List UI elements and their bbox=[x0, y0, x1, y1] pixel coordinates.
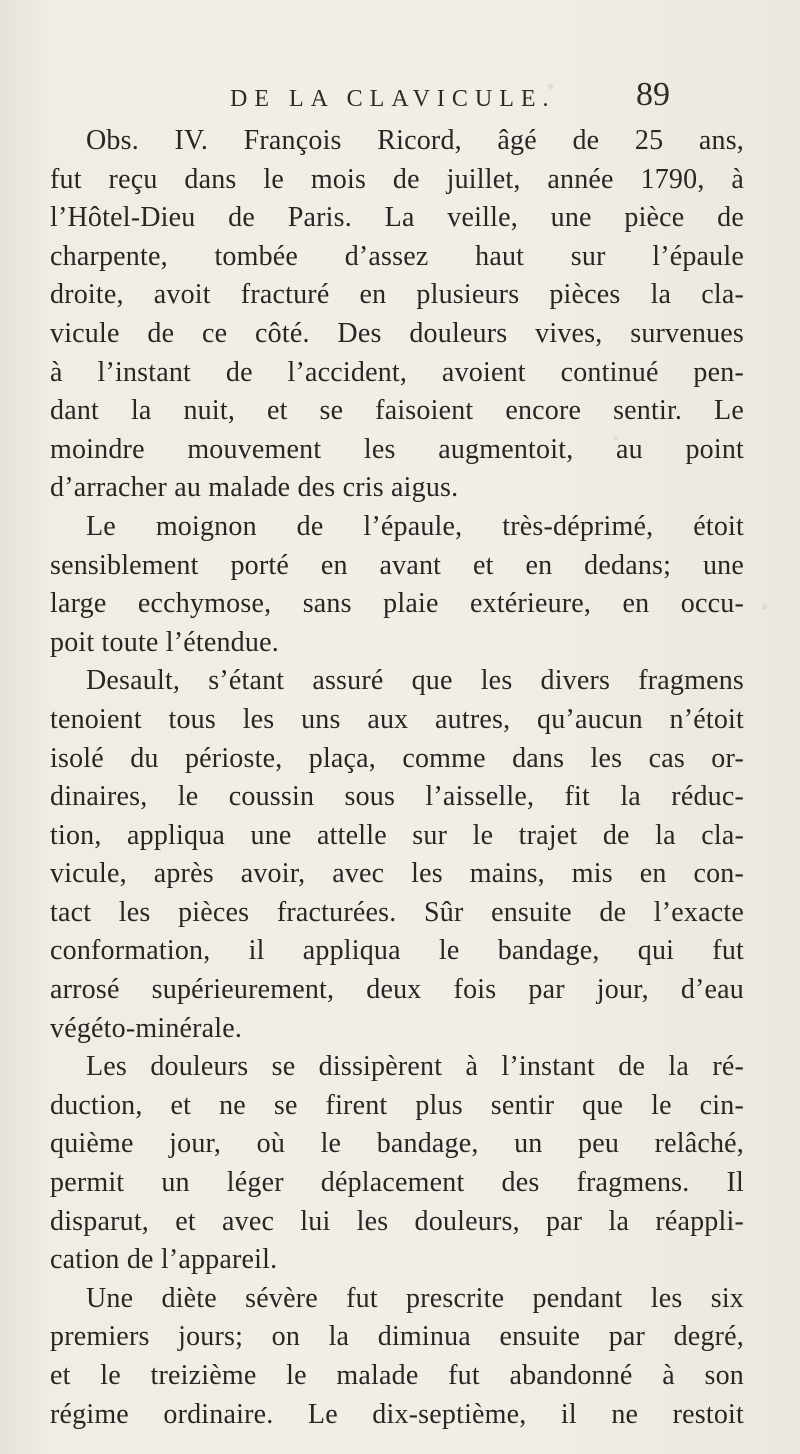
text-line: vicule, après avoir, avec les mains, mis en con- bbox=[50, 858, 744, 890]
text-line: à l’instant de l’accident, avoient continué pen- bbox=[50, 356, 744, 388]
text-line: conformation, il appliqua le bandage, qui fut bbox=[50, 935, 744, 967]
text-line: tenoient tous les uns aux autres, qu’aucun n’étoit bbox=[50, 703, 744, 735]
text-line: l’Hôtel-Dieu de Paris. La veille, une pièce de bbox=[50, 202, 744, 234]
running-title: DE LA CLAVICULE. bbox=[230, 86, 556, 112]
running-head bbox=[230, 76, 670, 116]
text-line: droite, avoit fracturé en plusieurs pièces la cla- bbox=[50, 279, 744, 311]
text-line: et le treizième le malade fut abandonné à son bbox=[50, 1360, 744, 1391]
text-line: Une diète sévère fut prescrite pendant les six bbox=[86, 1282, 744, 1314]
text-line: Obs. IV. François Ricord, âgé de 25 ans, bbox=[86, 125, 744, 156]
text-line: fut reçu dans le mois de juillet, année 1790, à bbox=[50, 163, 744, 195]
text-line: Les douleurs se dissipèrent à l’instant de la ré- bbox=[86, 1051, 744, 1083]
text-line: isolé du périoste, plaça, comme dans les cas or- bbox=[50, 742, 744, 774]
body-text bbox=[50, 122, 744, 1434]
text-line: tact les pièces fracturées. Sûr ensuite de l’exacte bbox=[50, 896, 744, 928]
text-line: cation de l’appareil. bbox=[50, 1244, 278, 1276]
text-line: quième jour, où le bandage, un peu relâché, bbox=[50, 1128, 744, 1160]
text-line: arrosé supérieurement, deux fois par jour, d’eau bbox=[50, 974, 744, 1006]
text-line: dinaires, le coussin sous l’aisselle, fit la réduc- bbox=[50, 781, 744, 813]
text-line: d’arracher au malade des cris aigus. bbox=[50, 472, 459, 504]
text-line: Le moignon de l’épaule, très-déprimé, étoit bbox=[86, 510, 744, 542]
text-line: premiers jours; on la diminua ensuite par degré, bbox=[50, 1321, 744, 1353]
text-line: vicule de ce côté. Des douleurs vives, survenues bbox=[50, 317, 744, 349]
text-line: moindre mouvement les augmentoit, au point bbox=[50, 433, 744, 465]
text-line: sensiblement porté en avant et en dedans; une bbox=[50, 549, 744, 581]
text-line: végéto-minérale. bbox=[50, 1012, 243, 1044]
text-line: charpente, tombée d’assez haut sur l’épaule bbox=[50, 240, 744, 272]
text-line: Desault, s’étant assuré que les divers fragmens bbox=[86, 665, 744, 697]
text-line: poit toute l’étendue. bbox=[50, 626, 279, 658]
paper-spot bbox=[762, 604, 767, 610]
text-line: régime ordinaire. Le dix-septième, il ne restoit bbox=[50, 1398, 744, 1430]
text-line: tion, appliqua une attelle sur le trajet de la cla- bbox=[50, 819, 744, 851]
text-line: duction, et ne se firent plus sentir que le cin- bbox=[50, 1089, 744, 1121]
text-line: permit un léger déplacement des fragmens. Il bbox=[50, 1167, 744, 1199]
page-number: 89 bbox=[636, 76, 670, 113]
text-line: dant la nuit, et se faisoient encore sentir. Le bbox=[50, 395, 744, 427]
text-line: disparut, et avec lui les douleurs, par la réappli- bbox=[50, 1205, 744, 1237]
text-line: large ecchymose, sans plaie extérieure, en occu- bbox=[50, 588, 744, 620]
